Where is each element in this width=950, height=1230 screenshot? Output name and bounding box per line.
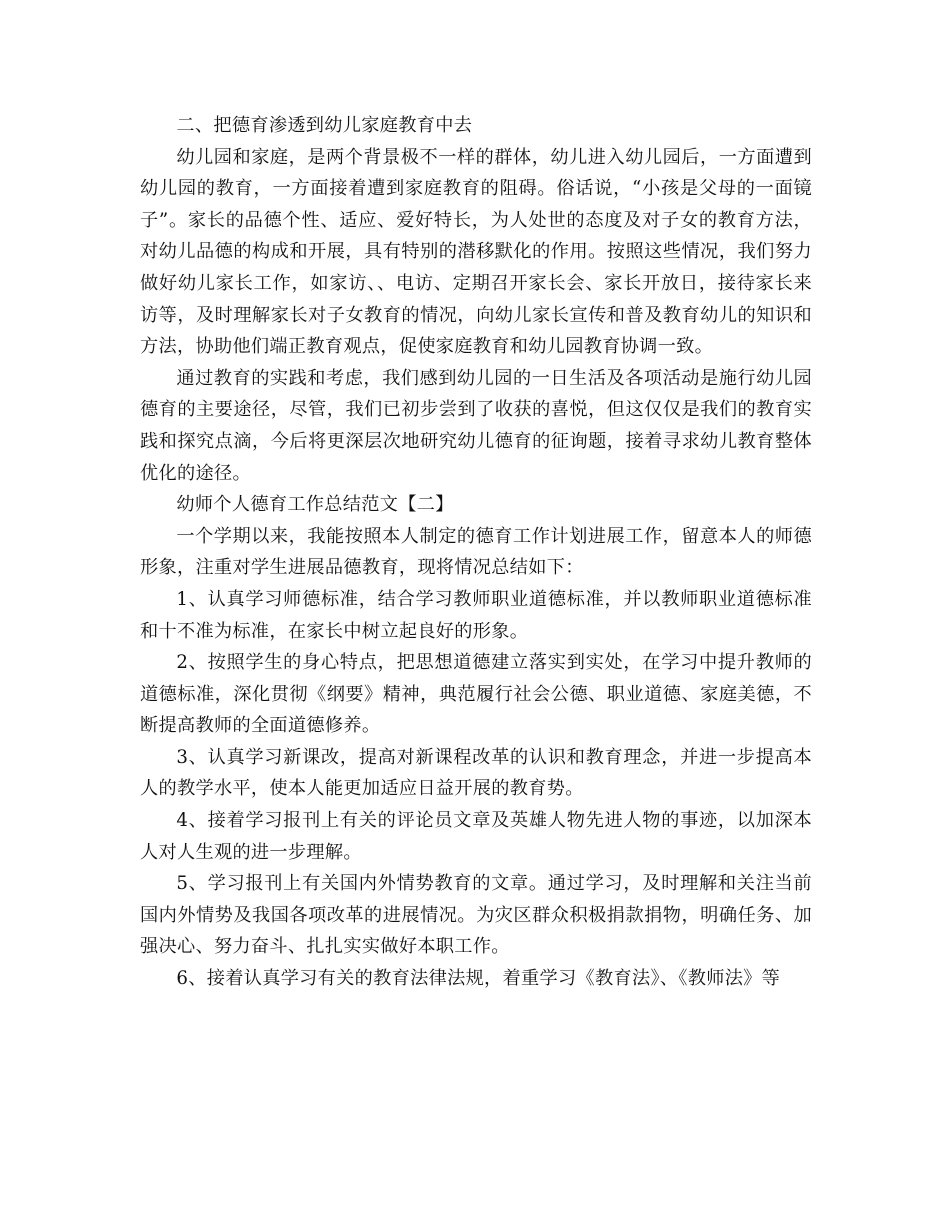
document-page	[140, 110, 812, 995]
paragraph: 幼儿园和家庭，是两个背景极不一样的群体，幼儿进入幼儿园后，一方面遭到幼儿园的教育，一方面接着遭到家庭教育的阻碍。俗话说，“小孩是父母的一面镜子”。家长的品德个性、适应、爱好特长，为人处世的态度及对子女的教育方法，对幼儿品德的构成和开展，具有特别的潜移默化的作用。按照这些情况，我们努力做好幼儿家长工作，如家访、、电访、定期召开家长会、家长开放日，接待家长来访等，及时理解家长对子女教育的情况，向幼儿家长宣传和普及教育幼儿的知识和方法，协助他们端正教育观点，促使家庭教育和幼儿园教育协调一致。	[140, 146, 812, 358]
list-item: 2、按照学生的身心特点，把思想道德建立落实到实处，在学习中提升教师的道德标准，深化贯彻《纲要》精神，典范履行社会公德、职业道德、家庭美德，不断提高教师的全面道德修养。	[140, 652, 812, 737]
paragraph: 通过教育的实践和考虑，我们感到幼儿园的一日生活及各项活动是施行幼儿园德育的主要途径，尽管，我们已初步尝到了收获的喜悦，但这仅仅是我们的教育实践和探究点滴，今后将更深层次地研究幼儿德育的征询题，接着寻求幼儿教育整体优化的途径。	[140, 367, 812, 484]
section-heading: 二、把德育渗透到幼儿家庭教育中去	[176, 115, 473, 136]
list-item: 5、学习报刊上有关国内外情势教育的文章。通过学习，及时理解和关注当前国内外情势及我国各项改革的进展情况。为灾区群众积极捐款捐物，明确任务、加强决心、努力奋斗、扎扎实实做好本职工作。	[140, 873, 812, 958]
article-title: 幼师个人德育工作总结范文【二】	[176, 494, 454, 516]
list-item: 6、接着认真学习有关的教育法律法规，着重学习《教育法》、《教师法》等	[176, 968, 781, 990]
list-item: 4、接着学习报刊上有关的评论员文章及英雄人物先进人物的事迹，以加深本人对人生观的进一步理解。	[140, 810, 812, 863]
paragraph: 一个学期以来，我能按照本人制定的德育工作计划进展工作，留意本人的师德形象，注重对学生进展品德教育，现将情况总结如下：	[140, 525, 812, 579]
list-item: 1、认真学习师德标准，结合学习教师职业道德标准，并以教师职业道德标准和十不准为标准，在家长中树立起良好的形象。	[140, 588, 812, 642]
list-item: 3、认真学习新课改，提高对新课程改革的认识和教育理念，并进一步提高本人的教学水平，使本人能更加适应日益开展的教育势。	[140, 746, 812, 800]
